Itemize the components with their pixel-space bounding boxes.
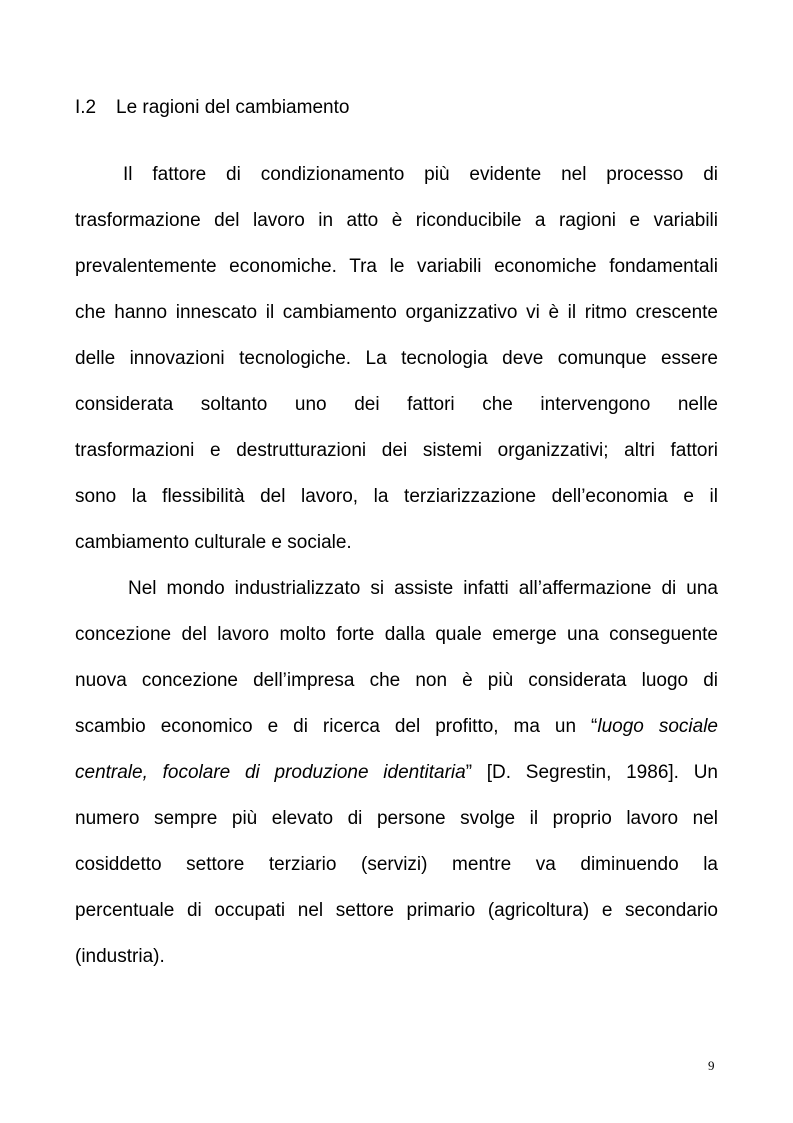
paragraph-1-line-6: considerata soltanto uno dei fattori che intervengono nelle	[75, 394, 718, 415]
paragraph-1-line-2: trasformazione del lavoro in atto è riconducibile a ragioni e variabili	[75, 210, 718, 231]
page-number: 9	[708, 1058, 715, 1073]
citation: ” [D. Segrestin, 1986]. Un	[465, 762, 718, 783]
paragraph-2-line-1: Nel mondo industrializzato si assiste infatti all’affermazione di una	[128, 578, 718, 599]
paragraph-2-line-5	[75, 761, 718, 785]
paragraph-2-line-6: numero sempre più elevato di persone svolge il proprio lavoro nel	[75, 808, 718, 829]
section-heading	[75, 96, 349, 120]
paragraph-2-line-4	[75, 715, 718, 739]
paragraph-2-line-4-text: scambio economico e di ricerca del profitto, ma un “	[75, 716, 598, 737]
paragraph-1-line-9: cambiamento culturale e sociale.	[75, 532, 352, 553]
paragraph-1-line-3: prevalentemente economiche. Tra le variabili economiche fondamentali	[75, 256, 718, 277]
paragraph-1-line-1: Il fattore di condizionamento più evidente nel processo di	[123, 164, 718, 185]
paragraph-1-line-8: sono la flessibilità del lavoro, la terziarizzazione dell’economia e il	[75, 486, 718, 507]
paragraph-1-line-7: trasformazioni e destrutturazioni dei sistemi organizzativi; altri fattori	[75, 440, 718, 461]
section-title: Le ragioni del cambiamento	[116, 97, 350, 118]
section-number: I.2	[75, 97, 97, 118]
quoted-phrase-part-2: centrale, focolare di produzione identitaria	[75, 762, 466, 783]
paragraph-2-line-2: concezione del lavoro molto forte dalla quale emerge una conseguente	[75, 624, 718, 645]
paragraph-1-line-4: che hanno innescato il cambiamento organizzativo vi è il ritmo crescente	[75, 302, 718, 323]
paragraph-2-line-9: (industria).	[75, 946, 165, 967]
paragraph-2-line-3: nuova concezione dell’impresa che non è più considerata luogo di	[75, 670, 718, 691]
paragraph-2-line-8: percentuale di occupati nel settore primario (agricoltura) e secondario	[75, 900, 718, 921]
paragraph-1-line-5: delle innovazioni tecnologiche. La tecnologia deve comunque essere	[75, 348, 718, 369]
paragraph-2-line-7: cosiddetto settore terziario (servizi) mentre va diminuendo la	[75, 854, 718, 875]
quoted-phrase-part-1: luogo sociale	[597, 716, 718, 737]
